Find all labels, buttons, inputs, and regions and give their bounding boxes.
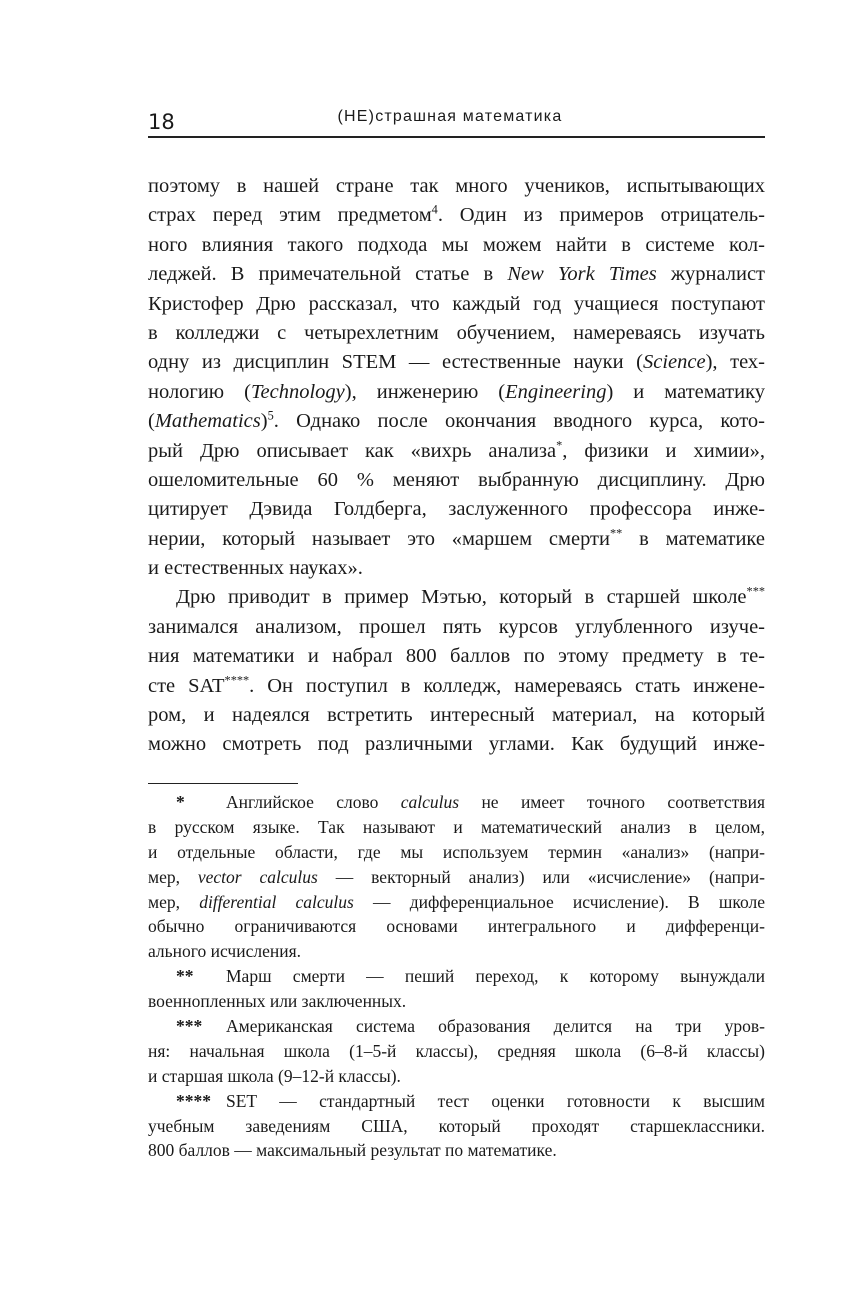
footnote-line [148,790,765,815]
text-run: , физики и химии», [562,439,765,462]
italic-text: vector calculus [197,866,318,887]
running-title: (НЕ)страшная математика [337,108,563,125]
text-run: ) [260,410,268,433]
text-run: учебным заведениям США, который проходят старшеклассники. [148,1115,765,1136]
footnote-line [148,1039,765,1064]
text-run: в русском языке. Так называют и математический анализ в целом, [148,816,765,837]
note-reference: 5 [267,408,274,423]
footnote-separator [148,783,298,784]
footnote-line [148,1114,765,1139]
text-run: Дрю приводит в пример Мэтью, который в старшей школе [176,586,747,609]
text-run: ня: начальная школа (1–5-й классы), средняя школа (6–8-й классы) [148,1040,765,1061]
page-number: 18 [148,110,175,134]
italic-text: Mathematics [154,410,261,433]
note-reference: **** [224,673,250,688]
footnote-line [148,1064,765,1089]
footnote-line [148,865,765,890]
body-line [148,231,765,260]
text-run: Американская система образования делится на три уров- [226,1016,765,1037]
body-line [148,642,765,671]
italic-text: Engineering [505,380,607,403]
text-run: страх перед этим предметом [148,204,432,227]
footnote-line [148,939,765,964]
text-run: одну из дисциплин STEM — естественные науки ( [148,351,643,374]
body-line [148,407,765,436]
text-run: ального исчисления. [148,941,301,962]
footnote-marker: *** [176,1016,203,1037]
text-run: Марш смерти — пеший переход, к которому вынуждали [226,966,765,987]
body-line [148,378,765,407]
text-run: сте SAT [148,674,225,697]
text-run: ного влияния такого подхода мы можем найти в системе кол- [148,233,765,256]
text-run: ) и математику [606,380,765,403]
note-reference: ** [610,526,623,541]
text-run: . Он поступил в колледж, намереваясь стать инжене- [249,674,765,697]
body-line [148,701,765,730]
text-run: занимался анализом, прошел пять курсов углубленного изуче- [148,615,765,638]
text-run: . Один из примеров отрицатель- [437,204,765,227]
footnote-line [148,815,765,840]
text-run: нерии, который называет это «маршем смерти [148,527,610,550]
text-run: поэтому в нашей стране так много учеников, испытывающих [148,175,765,197]
footnote-line [148,914,765,939]
text-run: SET — стандартный тест оценки готовности к высшим [226,1090,765,1111]
text-run: ошеломительные 60 % меняют выбранную дисциплину. Дрю [148,468,765,491]
body-line [148,583,765,612]
text-run: мер, [148,891,200,912]
text-run: нологию ( [148,380,251,403]
text-run: и естественных науках». [148,557,363,580]
text-run: военнопленных или заключенных. [148,991,407,1012]
body-line [148,466,765,495]
text-run: — векторный анализ) или «исчисление» (напри- [317,866,765,887]
text-run: ния математики и набрал 800 баллов по этому предмету в те- [148,645,765,668]
text-run: обычно ограничиваются основами интегрального и дифференци- [148,916,765,937]
body-line [148,613,765,642]
note-reference: 4 [431,203,438,218]
text-run: в колледжи с четырехлетним обучением, намереваясь изучать [148,321,765,344]
body-line [148,260,765,289]
text-run: и отдельные области, где мы используем термин «анализ» (напри- [148,841,765,862]
footnote-line [148,964,765,989]
text-run: цитирует Дэвида Голдберга, заслуженного профессора инже- [148,498,765,521]
text-run: и старшая школа (9–12-й классы). [148,1065,401,1086]
body-line [148,525,765,554]
body-line [148,672,765,701]
footnote-line [148,890,765,915]
body-line [148,495,765,524]
body-line [148,437,765,466]
text-run: — дифференциальное исчисление). В школе [353,891,766,912]
body-text [148,172,765,760]
body-line [148,172,765,201]
note-reference: *** [746,585,765,600]
text-run: не имеет точного соответствия [459,792,765,812]
text-run: ), тех- [705,351,765,374]
italic-text: differential calculus [199,891,354,912]
footnote-line [148,1089,765,1114]
text-run: можно смотреть под различными углами. Как будущий инже- [148,733,765,756]
footnote-line [148,1138,765,1163]
text-run: Кристофер Дрю рассказал, что каждый год учащиеся поступают [148,292,765,315]
text-run: 800 баллов — максимальный результат по математике. [148,1140,557,1161]
body-line [148,290,765,319]
italic-text: New York Times [507,263,657,286]
text-run: ( [148,410,155,433]
footnote-marker: * [176,792,185,812]
body-line [148,348,765,377]
text-run: рый Дрю описывает как «вихрь анализа [148,439,557,462]
body-line [148,730,765,759]
text-run: ), инженерию ( [344,380,506,403]
italic-text: Science [643,351,706,374]
note-reference: * [556,438,563,453]
body-line [148,319,765,348]
text-run: . Однако после окончания вводного курса, кото- [273,410,765,433]
italic-text: calculus [400,792,460,812]
body-line [148,201,765,230]
text-run: ром, и надеялся встретить интересный материал, на который [148,704,765,727]
footnote-line [148,840,765,865]
text-run: Английское слово [226,792,401,812]
footnote-marker: ** [176,966,194,987]
text-run: в математике [622,527,765,550]
text-run: мер, [148,866,198,887]
text-run: журналист [656,263,766,286]
header-rule [148,136,765,138]
body-line [148,554,765,583]
footnotes [148,790,765,1163]
footnote-marker: **** [176,1090,211,1111]
footnote-line [148,1014,765,1039]
italic-text: Technology [250,380,345,403]
text-run: леджей. В примечательной статье в [148,263,508,286]
footnote-line [148,989,765,1014]
